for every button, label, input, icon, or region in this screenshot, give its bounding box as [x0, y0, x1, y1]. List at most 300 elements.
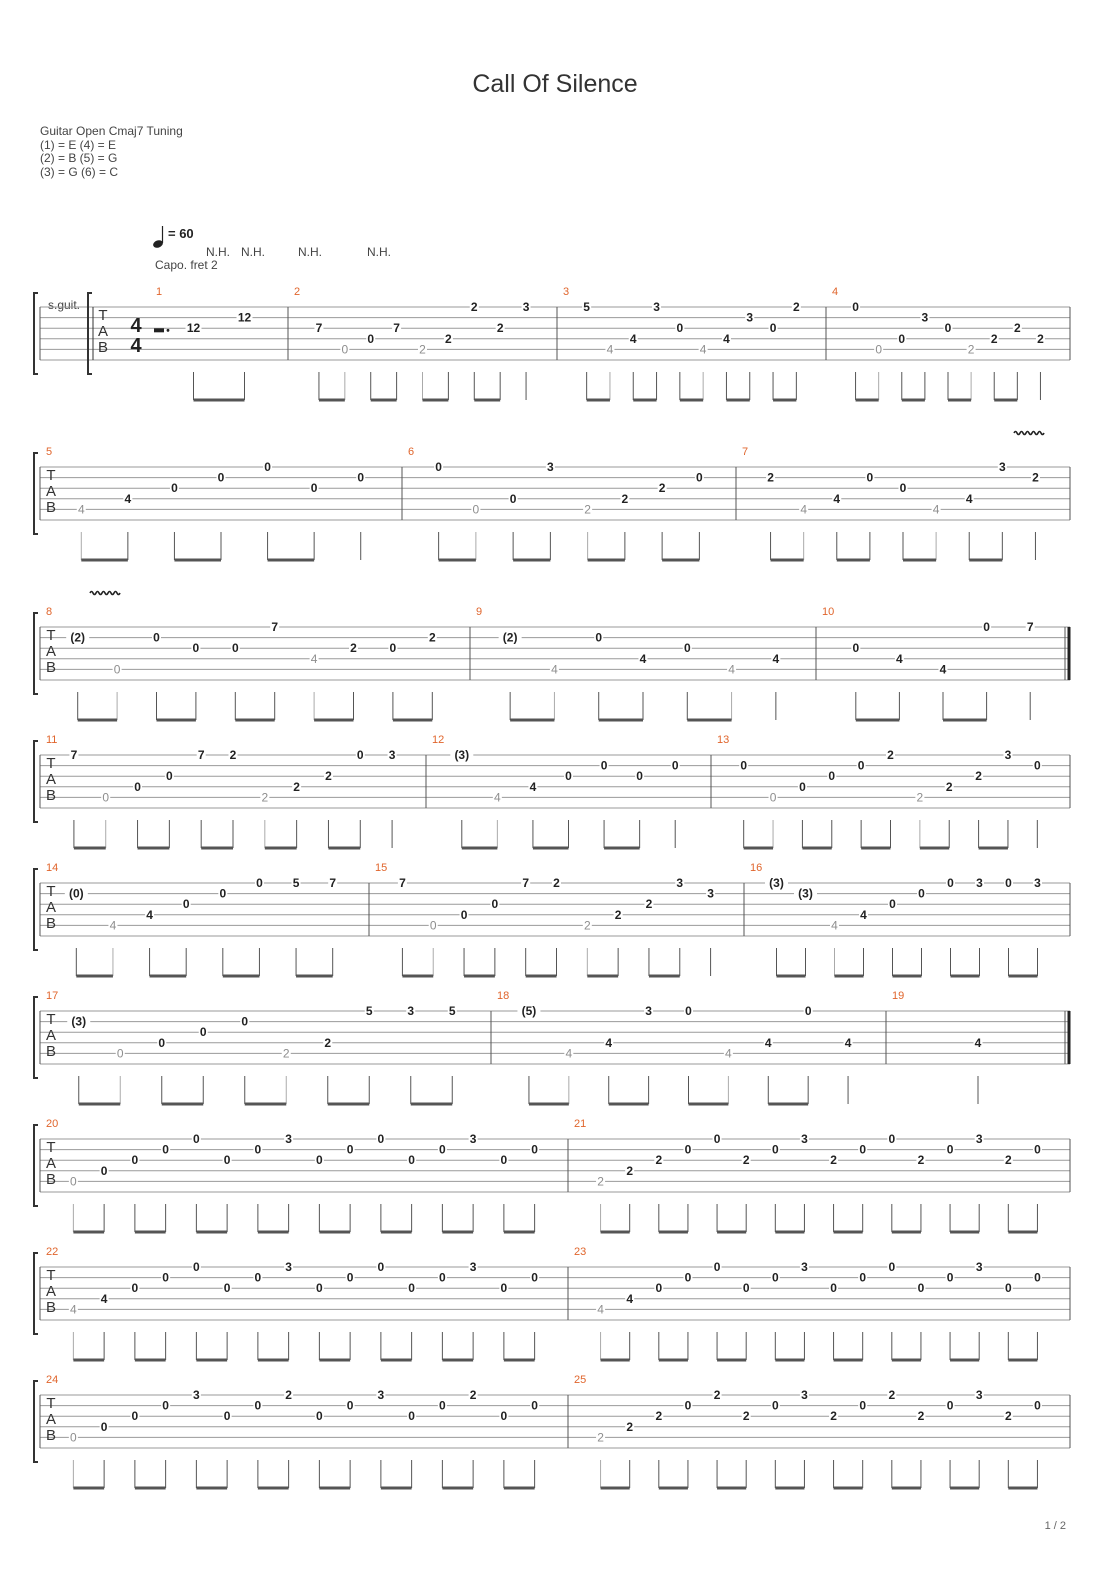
- fret-number: 3: [377, 1388, 385, 1402]
- fret-number: 2: [1037, 331, 1044, 346]
- fret-number: 0: [171, 481, 178, 496]
- tab-clef-letter: A: [45, 1155, 57, 1172]
- fret-number: 0: [256, 876, 263, 890]
- fret-number: 0: [219, 886, 227, 901]
- fret-number: 0: [713, 1260, 721, 1274]
- fret-number: 0: [182, 897, 190, 912]
- fret-number: 2: [419, 342, 426, 357]
- fret-number: 0: [367, 331, 375, 346]
- fret-number: 0: [223, 1281, 231, 1296]
- fret-number: 3: [469, 1132, 477, 1146]
- fret-number: 0: [684, 1270, 692, 1285]
- measure-number: 1: [156, 286, 163, 298]
- fret-number: 4: [965, 491, 973, 506]
- fret-number: 3: [522, 300, 530, 314]
- tab-clef-letter: T: [46, 1011, 56, 1028]
- fret-number: 2: [917, 1409, 925, 1424]
- fret-number: 0: [346, 1270, 354, 1285]
- tab-system: [34, 734, 1070, 848]
- tempo-marking: = 60: [168, 226, 194, 241]
- fret-number: 4: [725, 1046, 732, 1061]
- tab-clef-letter: A: [45, 771, 57, 788]
- fret-number: 3: [547, 460, 554, 474]
- fret-number: 3: [285, 1260, 292, 1274]
- fret-number: 3: [801, 1388, 808, 1402]
- measure-number: 24: [46, 1374, 59, 1386]
- tab-system: [34, 862, 1070, 976]
- fret-number: 2: [324, 1035, 332, 1050]
- fret-number: 2: [830, 1409, 837, 1424]
- fret-number: 2: [1032, 470, 1039, 485]
- time-signature-bottom: 4: [130, 335, 142, 357]
- fret-number: 2: [293, 779, 300, 794]
- fret-number: 3: [975, 1260, 983, 1274]
- fret-number: 0: [500, 1153, 508, 1168]
- fret-number: 0: [254, 1142, 262, 1157]
- fret-number: 0: [683, 641, 691, 656]
- fret-number: 7: [271, 620, 279, 634]
- fret-number: 2: [655, 1409, 663, 1424]
- tab-clef-letter: B: [45, 1171, 57, 1188]
- fret-number: 2: [428, 630, 436, 645]
- fret-number: 0: [830, 1281, 837, 1296]
- tab-system: [34, 446, 1070, 560]
- tab-clef-letter: B: [45, 1043, 57, 1060]
- fret-number: 3: [707, 886, 714, 901]
- fret-number: 0: [357, 470, 365, 485]
- fret-number: 0: [192, 641, 200, 656]
- fret-number: 0: [316, 1409, 323, 1424]
- harmonic-marking: N.H.: [241, 245, 265, 259]
- fret-number: 5: [365, 1004, 373, 1018]
- fret-number: 3: [645, 1004, 652, 1018]
- fret-number: 4: [100, 1291, 108, 1306]
- tab-system: [34, 606, 1070, 720]
- fret-number: 0: [713, 1132, 721, 1146]
- harmonic-marking: N.H.: [298, 245, 322, 259]
- fret-number: 4: [124, 491, 132, 506]
- fret-number: 4: [146, 907, 153, 922]
- fret-number: 2: [945, 779, 953, 794]
- fret-number: 0: [254, 1270, 262, 1285]
- fret-number: 0: [1004, 1281, 1012, 1296]
- fret-number: 0: [429, 918, 437, 933]
- capo-marking: Capo. fret 2: [155, 258, 218, 272]
- fret-number: 12: [186, 321, 201, 336]
- fret-number: 0: [742, 1281, 750, 1296]
- tab-clef-letter: A: [45, 483, 57, 500]
- fret-number: 4: [77, 502, 85, 517]
- fret-number: 7: [197, 748, 205, 762]
- fret-number: 4: [860, 907, 867, 922]
- fret-number: 2: [655, 1153, 663, 1168]
- fret-number: 3: [285, 1132, 292, 1146]
- fret-number: 5: [292, 876, 300, 890]
- fret-number: 2: [888, 1388, 896, 1402]
- tab-system: [34, 1118, 1070, 1232]
- tab-clef-letter: B: [45, 1427, 57, 1444]
- fret-number: 0: [223, 1153, 231, 1168]
- tuning-line: (3) = G (6) = C: [40, 164, 119, 179]
- measure-number: 12: [432, 734, 445, 746]
- fret-number: 0: [460, 907, 468, 922]
- fret-number: 0: [116, 1046, 124, 1061]
- fret-number: 0: [435, 460, 442, 474]
- fret-number: 7: [70, 748, 78, 762]
- fret-number: 3: [407, 1004, 415, 1018]
- time-signature-top: 4: [130, 315, 142, 337]
- fret-number: 0: [199, 1025, 207, 1040]
- measure-number: 8: [46, 606, 53, 618]
- harmonic-marking: N.H.: [206, 245, 230, 259]
- fret-number: 0: [70, 1174, 77, 1189]
- fret-number: 0: [162, 1142, 169, 1157]
- fret-number: 0: [377, 1260, 385, 1274]
- fret-number: 0: [491, 897, 499, 912]
- fret-number: 0: [859, 1270, 867, 1285]
- fret-number: 0: [193, 1260, 200, 1274]
- fret-number: 2: [713, 1388, 721, 1402]
- measure-number: 19: [892, 990, 905, 1002]
- fret-number: 5: [448, 1004, 456, 1018]
- measure-number: 18: [497, 990, 510, 1002]
- fret-number: 0: [341, 342, 349, 357]
- fret-number: 4: [723, 331, 730, 346]
- fret-number: 2: [261, 790, 269, 805]
- fret-number: 0: [889, 897, 896, 912]
- measure-number: 5: [46, 446, 53, 458]
- fret-number: 2: [742, 1153, 750, 1168]
- fret-number: 4: [551, 662, 558, 677]
- fret-number: 0: [439, 1270, 446, 1285]
- fret-number: 3: [975, 1388, 983, 1402]
- fret-number: 3: [921, 310, 929, 325]
- fret-number: 0: [740, 758, 748, 773]
- fret-number: 2: [621, 491, 629, 506]
- fret-number: 0: [408, 1409, 415, 1424]
- fret-number: 0: [600, 758, 608, 773]
- fret-number: 0: [100, 1163, 108, 1178]
- fret-number: 0: [377, 1132, 385, 1146]
- tab-system: [34, 990, 1070, 1104]
- tuning-heading: Guitar Open Cmaj7 Tuning: [40, 124, 183, 138]
- fret-number: 2: [285, 1388, 292, 1402]
- fret-number: 3: [976, 876, 983, 890]
- fret-number: 0: [828, 769, 836, 784]
- fret-number: 2: [470, 300, 478, 314]
- tab-clef-letter: A: [45, 643, 57, 660]
- fret-number: 0: [1034, 1398, 1041, 1413]
- fret-number: 3: [801, 1132, 808, 1146]
- fret-number: 0: [346, 1398, 354, 1413]
- fret-number: 3: [1034, 876, 1041, 890]
- fret-number: 0: [888, 1260, 896, 1274]
- fret-number: 4: [639, 651, 647, 666]
- fret-number: 0: [898, 331, 906, 346]
- fret-number: 0: [408, 1153, 415, 1168]
- fret-number: 0: [857, 758, 865, 773]
- fret-number: 4: [974, 1035, 982, 1050]
- system-bracket: [34, 453, 38, 534]
- tuning-line: (1) = E (4) = E: [40, 137, 117, 152]
- tab-clef-letter: T: [46, 1395, 56, 1412]
- tab-clef-letter: T: [46, 1267, 56, 1284]
- fret-number: 0: [771, 1142, 779, 1157]
- fret-number: 2: [658, 481, 666, 496]
- measure-number: 13: [717, 734, 730, 746]
- measure-number: 7: [742, 446, 749, 458]
- fret-number: 0: [439, 1142, 446, 1157]
- fret-number: 2: [445, 331, 452, 346]
- system-bracket: [88, 293, 92, 374]
- fret-number: 3: [1004, 748, 1012, 762]
- fret-number: 4: [772, 651, 780, 666]
- system-bracket: [34, 869, 38, 950]
- measure-number: 21: [574, 1118, 587, 1130]
- fret-number: 4: [764, 1035, 772, 1050]
- fret-number: 2: [1004, 1153, 1012, 1168]
- fret-number: 3: [653, 300, 660, 314]
- tab-clef-letter: T: [98, 307, 108, 324]
- fret-number: 3: [975, 1132, 983, 1146]
- measure-number: 10: [822, 606, 835, 618]
- fret-number: 0: [166, 769, 173, 784]
- fret-number: 2: [990, 331, 998, 346]
- fret-number: 2: [583, 918, 591, 933]
- fret-number: 3: [801, 1260, 808, 1274]
- fret-number: 4: [629, 331, 637, 346]
- fret-number: 0: [852, 641, 860, 656]
- fret-number: 0: [310, 481, 318, 496]
- fret-number: 0: [1034, 1270, 1041, 1285]
- fret-number: 2: [282, 1046, 290, 1061]
- fret-number: 0: [102, 790, 110, 805]
- system-bracket: [34, 613, 38, 694]
- fret-number: 2: [967, 342, 975, 357]
- fret-number: 2: [553, 876, 560, 890]
- fret-number: 0: [531, 1270, 538, 1285]
- tab-clef-letter: B: [45, 1299, 57, 1316]
- fret-number: 0: [500, 1409, 508, 1424]
- tab-clef-letter: B: [45, 787, 57, 804]
- fret-number: 3: [193, 1388, 200, 1402]
- fret-number: 0: [162, 1398, 169, 1413]
- tab-clef-letter: T: [46, 627, 56, 644]
- fret-number: 4: [310, 651, 318, 666]
- fret-number: 2: [469, 1388, 477, 1402]
- measure-number: 6: [408, 446, 415, 458]
- fret-number: (3): [798, 886, 813, 901]
- tab-system: [34, 286, 1070, 400]
- fret-number: (3): [769, 876, 784, 890]
- fret-number: 0: [131, 1153, 139, 1168]
- fret-number: 0: [193, 1132, 200, 1146]
- fret-number: 4: [597, 1302, 604, 1317]
- fret-number: 0: [162, 1270, 169, 1285]
- vibrato-mark: [1014, 432, 1044, 435]
- instrument-label: s.guit.: [48, 298, 81, 312]
- tab-clef-letter: T: [46, 467, 56, 484]
- fret-number: 2: [975, 769, 982, 784]
- fret-number: 0: [888, 1132, 896, 1146]
- fret-number: 2: [626, 1419, 634, 1434]
- fret-number: 0: [223, 1409, 231, 1424]
- rest-dot: [167, 329, 170, 332]
- fret-number: 4: [494, 790, 501, 805]
- measure-number: 22: [46, 1246, 59, 1258]
- fret-number: 4: [728, 662, 735, 677]
- fret-number: 0: [231, 641, 239, 656]
- fret-number: 7: [315, 321, 323, 336]
- fret-number: (2): [502, 630, 518, 645]
- fret-number: 0: [316, 1281, 323, 1296]
- fret-number: 0: [696, 470, 703, 485]
- fret-number: 0: [472, 502, 480, 517]
- fret-number: 7: [399, 876, 406, 890]
- fret-number: 2: [325, 769, 332, 784]
- measure-number: 2: [294, 286, 301, 298]
- fret-number: 4: [844, 1035, 852, 1050]
- fret-number: 4: [70, 1302, 77, 1317]
- fret-number: 2: [350, 641, 357, 656]
- fret-number: 0: [944, 321, 952, 336]
- tab-clef-letter: B: [97, 339, 109, 356]
- fret-number: 0: [636, 769, 643, 784]
- fret-number: 2: [742, 1409, 750, 1424]
- measure-number: 3: [563, 286, 570, 298]
- system-bracket: [34, 1253, 38, 1334]
- fret-number: 0: [531, 1142, 538, 1157]
- fret-number: 4: [605, 1035, 613, 1050]
- fret-number: 0: [946, 1142, 954, 1157]
- fret-number: 3: [469, 1260, 477, 1274]
- fret-number: 0: [947, 876, 954, 890]
- fret-number: (3): [71, 1014, 87, 1029]
- fret-number: 4: [939, 662, 947, 677]
- tab-clef-letter: B: [45, 659, 57, 676]
- fret-number: 0: [771, 1270, 779, 1285]
- fret-number: 0: [1005, 876, 1012, 890]
- measure-number: 20: [46, 1118, 59, 1130]
- fret-number: 7: [522, 876, 530, 890]
- fret-number: 2: [614, 907, 622, 922]
- fret-number: 0: [769, 321, 777, 336]
- fret-number: 4: [831, 918, 838, 933]
- fret-number: 2: [626, 1163, 634, 1178]
- fret-number: 0: [804, 1004, 812, 1018]
- measure-number: 14: [46, 862, 59, 874]
- fret-number: 0: [153, 630, 160, 645]
- fret-number: 0: [131, 1409, 139, 1424]
- fret-number: 0: [655, 1281, 663, 1296]
- fret-number: 0: [946, 1270, 954, 1285]
- fret-number: 2: [916, 790, 924, 805]
- tab-clef-letter: A: [45, 1283, 57, 1300]
- fret-number: 0: [254, 1398, 262, 1413]
- fret-number: 0: [531, 1398, 538, 1413]
- fret-number: 0: [769, 790, 777, 805]
- measure-number: 4: [832, 286, 839, 298]
- fret-number: 5: [583, 300, 590, 314]
- fret-number: (3): [454, 748, 470, 762]
- fret-number: 0: [1033, 758, 1041, 773]
- tab-clef-letter: B: [45, 499, 57, 516]
- fret-number: 4: [606, 342, 614, 357]
- measure-number: 15: [375, 862, 388, 874]
- tab-system: [34, 1374, 1070, 1488]
- fret-number: 0: [595, 630, 603, 645]
- tab-clef-letter: A: [97, 323, 109, 340]
- fret-number: 4: [529, 779, 537, 794]
- fret-number: 2: [1013, 321, 1021, 336]
- fret-number: 0: [565, 769, 572, 784]
- fret-number: 0: [408, 1281, 415, 1296]
- fret-number: 0: [389, 641, 397, 656]
- measure-number: 23: [574, 1246, 587, 1258]
- fret-number: 2: [830, 1153, 837, 1168]
- fret-number: 2: [645, 897, 653, 912]
- measure-number: 11: [46, 734, 58, 746]
- fret-number: 0: [918, 886, 925, 901]
- fret-number: 0: [158, 1035, 166, 1050]
- fret-number: 0: [241, 1014, 249, 1029]
- fret-number: 0: [439, 1398, 446, 1413]
- fret-number: 2: [793, 300, 800, 314]
- page-number: 1 / 2: [1044, 1520, 1066, 1532]
- fret-number: 0: [113, 662, 121, 677]
- fret-number: 2: [597, 1174, 604, 1189]
- fret-number: 7: [1026, 620, 1034, 634]
- fret-number: 0: [875, 342, 883, 357]
- fret-number: (0): [68, 886, 84, 901]
- fret-number: 0: [859, 1142, 867, 1157]
- fret-number: 3: [746, 310, 754, 325]
- tab-clef-letter: A: [45, 899, 57, 916]
- fret-number: 7: [329, 876, 337, 890]
- tuning-line: (2) = B (5) = G: [40, 151, 118, 165]
- fret-number: 0: [264, 460, 271, 474]
- fret-number: 12: [237, 310, 252, 325]
- fret-number: 0: [671, 758, 679, 773]
- fret-number: 0: [946, 1398, 954, 1413]
- fret-number: 0: [983, 620, 990, 634]
- system-bracket: [34, 1125, 38, 1206]
- fret-number: 0: [685, 1004, 692, 1018]
- fret-number: 4: [565, 1046, 573, 1061]
- fret-number: 3: [388, 748, 396, 762]
- fret-number: 0: [70, 1430, 77, 1445]
- measure-number: 25: [574, 1374, 587, 1386]
- fret-number: 0: [1034, 1142, 1041, 1157]
- measure-number: 17: [46, 990, 59, 1002]
- fret-number: 0: [134, 779, 141, 794]
- fret-number: 0: [771, 1398, 779, 1413]
- fret-number: 2: [597, 1430, 604, 1445]
- fret-number: 7: [393, 321, 400, 336]
- fret-number: 2: [917, 1153, 925, 1168]
- song-title: Call Of Silence: [472, 70, 638, 98]
- fret-number: 0: [217, 470, 225, 485]
- fret-number: 4: [109, 918, 117, 933]
- fret-number: 4: [699, 342, 707, 357]
- fret-number: 0: [799, 779, 806, 794]
- tab-system: [34, 1246, 1070, 1360]
- half-rest: [154, 328, 164, 332]
- fret-number: (5): [521, 1004, 537, 1018]
- tab-clef-letter: T: [46, 755, 56, 772]
- fret-number: 3: [998, 460, 1006, 474]
- fret-number: 2: [229, 748, 237, 762]
